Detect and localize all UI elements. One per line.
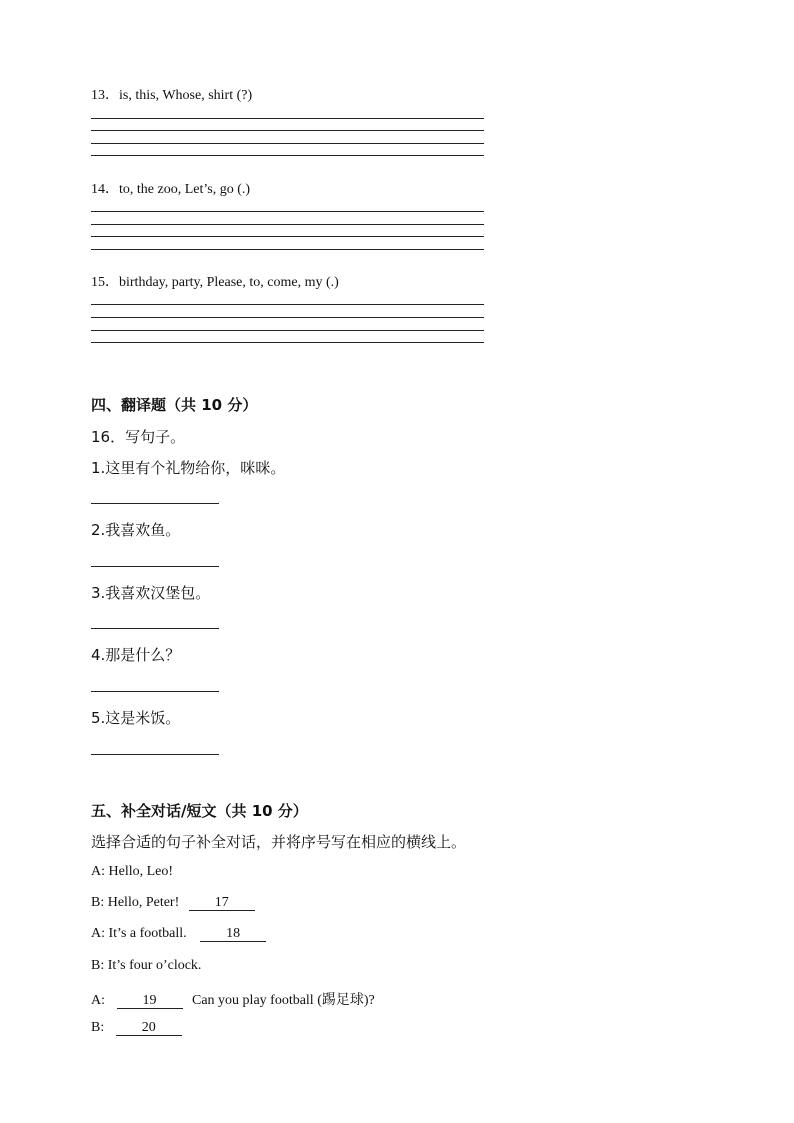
dialogue-text: A: Hello, Leo! [91,864,174,879]
section-heading: 五、补全对话/短文（共 10 分） [91,802,308,820]
answer-line[interactable] [91,143,484,144]
dialogue-line [91,864,173,880]
dialogue-line [91,926,266,942]
answer-blank-17[interactable]: 17 [189,895,255,911]
dialogue-line [91,895,255,911]
question-15 [91,271,339,291]
answer-line[interactable] [91,342,484,343]
answer-line[interactable] [91,754,219,755]
answer-line[interactable] [91,304,484,305]
dialogue-text: A: [91,993,105,1008]
question-number: 15． [91,275,119,290]
dialogue-line [91,958,201,974]
dialogue-text: B: It’s four o’clock. [91,958,202,973]
dialogue-line [91,1020,182,1036]
dialogue-text: B: Hello, Peter! [91,895,180,910]
section-heading: 四、翻译题（共 10 分） [91,396,258,414]
question-words: birthday, party, Please, to, come, my (.) [119,275,339,290]
answer-blank-19[interactable]: 19 [117,993,183,1009]
translate-item: 5.这是米饭。 [91,709,181,727]
dialogue-text: A: It’s a football. [91,926,187,941]
answer-line[interactable] [91,211,484,212]
question-number: 13． [91,88,119,103]
translate-item: 3.我喜欢汉堡包。 [91,584,211,602]
dialogue-text: B: [91,1020,105,1035]
answer-line[interactable] [91,628,219,629]
answer-line[interactable] [91,236,484,237]
answer-line[interactable] [91,224,484,225]
translate-item: 2.我喜欢鱼。 [91,521,181,539]
answer-line[interactable] [91,317,484,318]
dialogue-line [91,989,375,1009]
answer-line[interactable] [91,249,484,250]
question-words: to, the zoo, Let’s, go (.) [119,182,251,197]
answer-line[interactable] [91,330,484,331]
answer-line[interactable] [91,566,219,567]
answer-line[interactable] [91,503,219,504]
dialogue-text: Can you play football (踢足球)? [192,993,375,1008]
question-14 [91,178,250,198]
question-13 [91,84,252,104]
answer-blank-20[interactable]: 20 [116,1020,182,1036]
question-16: 16．写句子。 [91,428,186,446]
section-instruction: 选择合适的句子补全对话，并将序号写在相应的横线上。 [91,833,467,851]
answer-blank-18[interactable]: 18 [200,926,266,942]
translate-item: 1.这里有个礼物给你，咪咪。 [91,459,286,477]
answer-line[interactable] [91,130,484,131]
answer-line[interactable] [91,155,484,156]
translate-item: 4.那是什么？ [91,646,181,664]
question-words: is, this, Whose, shirt (?) [119,88,253,103]
answer-line[interactable] [91,691,219,692]
answer-line[interactable] [91,118,484,119]
question-number: 14． [91,182,119,197]
